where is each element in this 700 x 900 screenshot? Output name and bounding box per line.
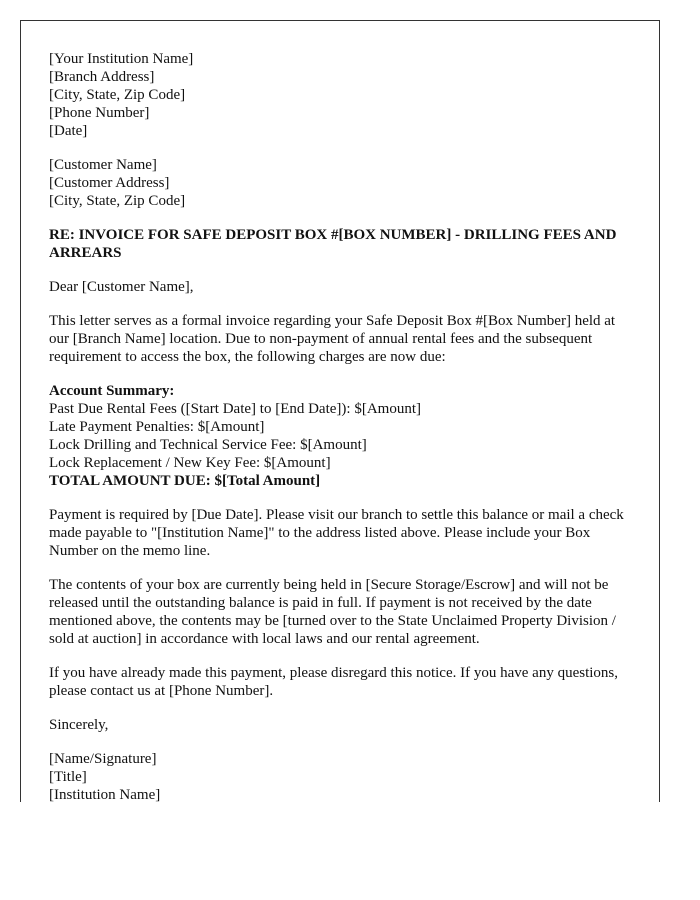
recipient-city-state-zip: [City, State, Zip Code] [49,193,186,209]
payment-paragraph: Payment is required by [Due Date]. Please visit our branch to settle this balance or mail a check made payable to "[Institution Name]" to the address listed above. Please include your Box Number on the memo line. [49,507,624,559]
sender-city-state-zip: [City, State, Zip Code] [49,87,186,103]
signature-title: [Title] [49,769,87,785]
sign-off: Sincerely, [49,717,109,733]
account-summary [49,382,629,490]
closing-paragraph: If you have already made this payment, please disregard this notice. If you have any questions, please contact us at [Phone Number]. [49,665,618,699]
sender-block [49,50,629,140]
signature-name: [Name/Signature] [49,751,157,767]
recipient-address: [Customer Address] [49,175,170,191]
salutation: Dear [Customer Name], [49,279,194,295]
signature-block [49,750,629,802]
signature-institution: [Institution Name] [49,787,161,802]
account-summary-title: Account Summary: [49,383,175,399]
sender-institution-name: [Your Institution Name] [49,51,194,67]
contents-paragraph: The contents of your box are currently being held in [Secure Storage/Escrow] and will not be released until the outstanding balance is paid in full. If payment is not received by the date mentioned above, the contents may be [turned over to the State Unclaimed Property Division / sold at auction] in accordance with local laws and our rental agreement. [49,577,616,647]
letter-content [49,50,629,802]
summary-item-late-penalties: Late Payment Penalties: $[Amount] [49,419,265,435]
intro-paragraph: This letter serves as a formal invoice regarding your Safe Deposit Box #[Box Number] held at our [Branch Name] location. Due to non-payment of annual rental fees and the subsequent requirement to access the box, the following charges are now due: [49,313,616,365]
summary-item-lock-replacement: Lock Replacement / New Key Fee: $[Amount] [49,455,331,471]
sender-phone: [Phone Number] [49,105,150,121]
letter-page [20,20,660,802]
summary-item-drilling-fee: Lock Drilling and Technical Service Fee: $[Amount] [49,437,367,453]
recipient-block [49,156,629,210]
summary-total-amount-due: TOTAL AMOUNT DUE: $[Total Amount] [49,473,321,489]
sender-branch-address: [Branch Address] [49,69,155,85]
recipient-name: [Customer Name] [49,157,157,173]
letter-date: [Date] [49,123,88,139]
summary-item-past-due-rental: Past Due Rental Fees ([Start Date] to [End Date]): $[Amount] [49,401,421,417]
subject-line: RE: INVOICE FOR SAFE DEPOSIT BOX #[BOX NUMBER] - DRILLING FEES AND ARREARS [49,227,617,261]
